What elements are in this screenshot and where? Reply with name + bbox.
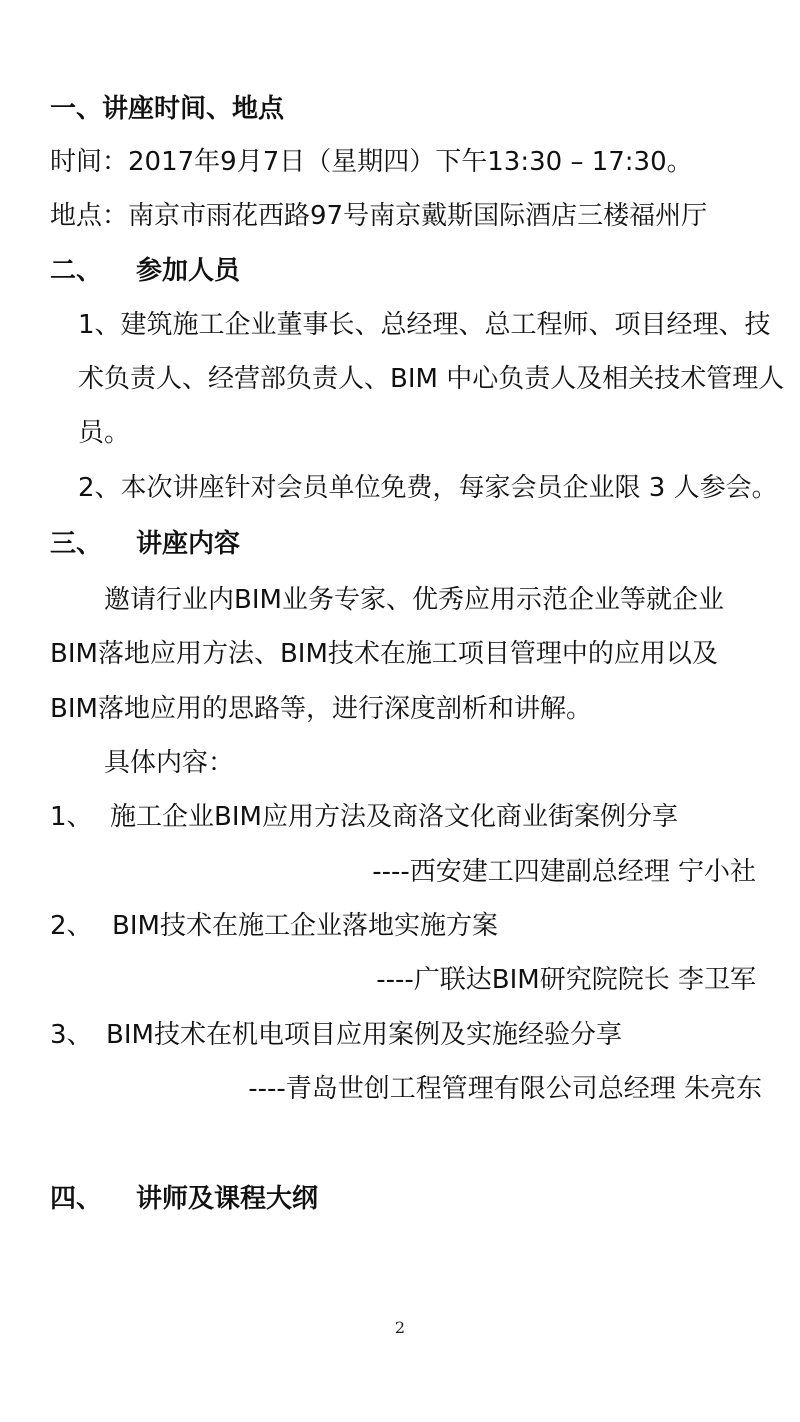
section2-heading-num: 二、	[50, 256, 103, 286]
section3-heading-text: 讲座内容	[136, 529, 241, 559]
topic-title: BIM技术在施工企业落地实施方案	[112, 911, 498, 941]
topic-title: 施工企业BIM应用方法及商洛文化商业街案例分享	[110, 802, 678, 832]
section4-heading	[50, 1182, 318, 1216]
participants-item2: 2、本次讲座针对会员单位免费，每家会员企业限 3 人参会。	[78, 473, 778, 503]
content-para-line3: BIM落地应用的思路等，进行深度剖析和讲解。	[50, 694, 592, 724]
content-para-line1: 邀请行业内BIM业务专家、优秀应用示范企业等就企业	[104, 585, 724, 615]
section3-heading-num: 三、	[50, 529, 103, 559]
participants-item1-line2: 术负责人、经营部负责人、BIM 中心负责人及相关技术管理人	[78, 364, 785, 394]
content-para-line2: BIM落地应用方法、BIM技术在施工项目管理中的应用以及	[50, 639, 718, 669]
detail-label: 具体内容：	[104, 748, 235, 778]
topic-speaker: ----西安建工四建副总经理 宁小社	[372, 857, 756, 887]
section3-heading	[50, 527, 240, 561]
topic-speaker: ----广联达BIM研究院院长 李卫军	[376, 965, 756, 995]
participants-item1-line3: 员。	[78, 418, 131, 448]
section2-heading	[50, 254, 240, 288]
topic-title: BIM技术在机电项目应用案例及实施经验分享	[106, 1020, 622, 1050]
section1-heading: 一、讲座时间、地点	[50, 94, 285, 124]
topic-number: 1、	[50, 802, 93, 832]
section2-heading-text: 参加人员	[136, 256, 241, 286]
section4-heading-text: 讲师及课程大纲	[136, 1184, 319, 1214]
event-time: 时间：2017年9月7日（星期四）下午13:30 – 17:30。	[50, 147, 693, 177]
topic-number: 2、	[50, 911, 93, 941]
section4-heading-num: 四、	[50, 1184, 103, 1214]
page-number: 2	[394, 1318, 406, 1337]
participants-item1-line1: 1、建筑施工企业董事长、总经理、总工程师、项目经理、技	[78, 310, 771, 340]
topic-number: 3、	[50, 1020, 93, 1050]
topic-item	[50, 1018, 622, 1052]
topic-speaker: ----青岛世创工程管理有限公司总经理 朱亮东	[248, 1074, 762, 1104]
topic-item	[50, 909, 498, 943]
event-place: 地点：南京市雨花西路97号南京戴斯国际酒店三楼福州厅	[50, 201, 708, 231]
topic-item	[50, 800, 678, 834]
